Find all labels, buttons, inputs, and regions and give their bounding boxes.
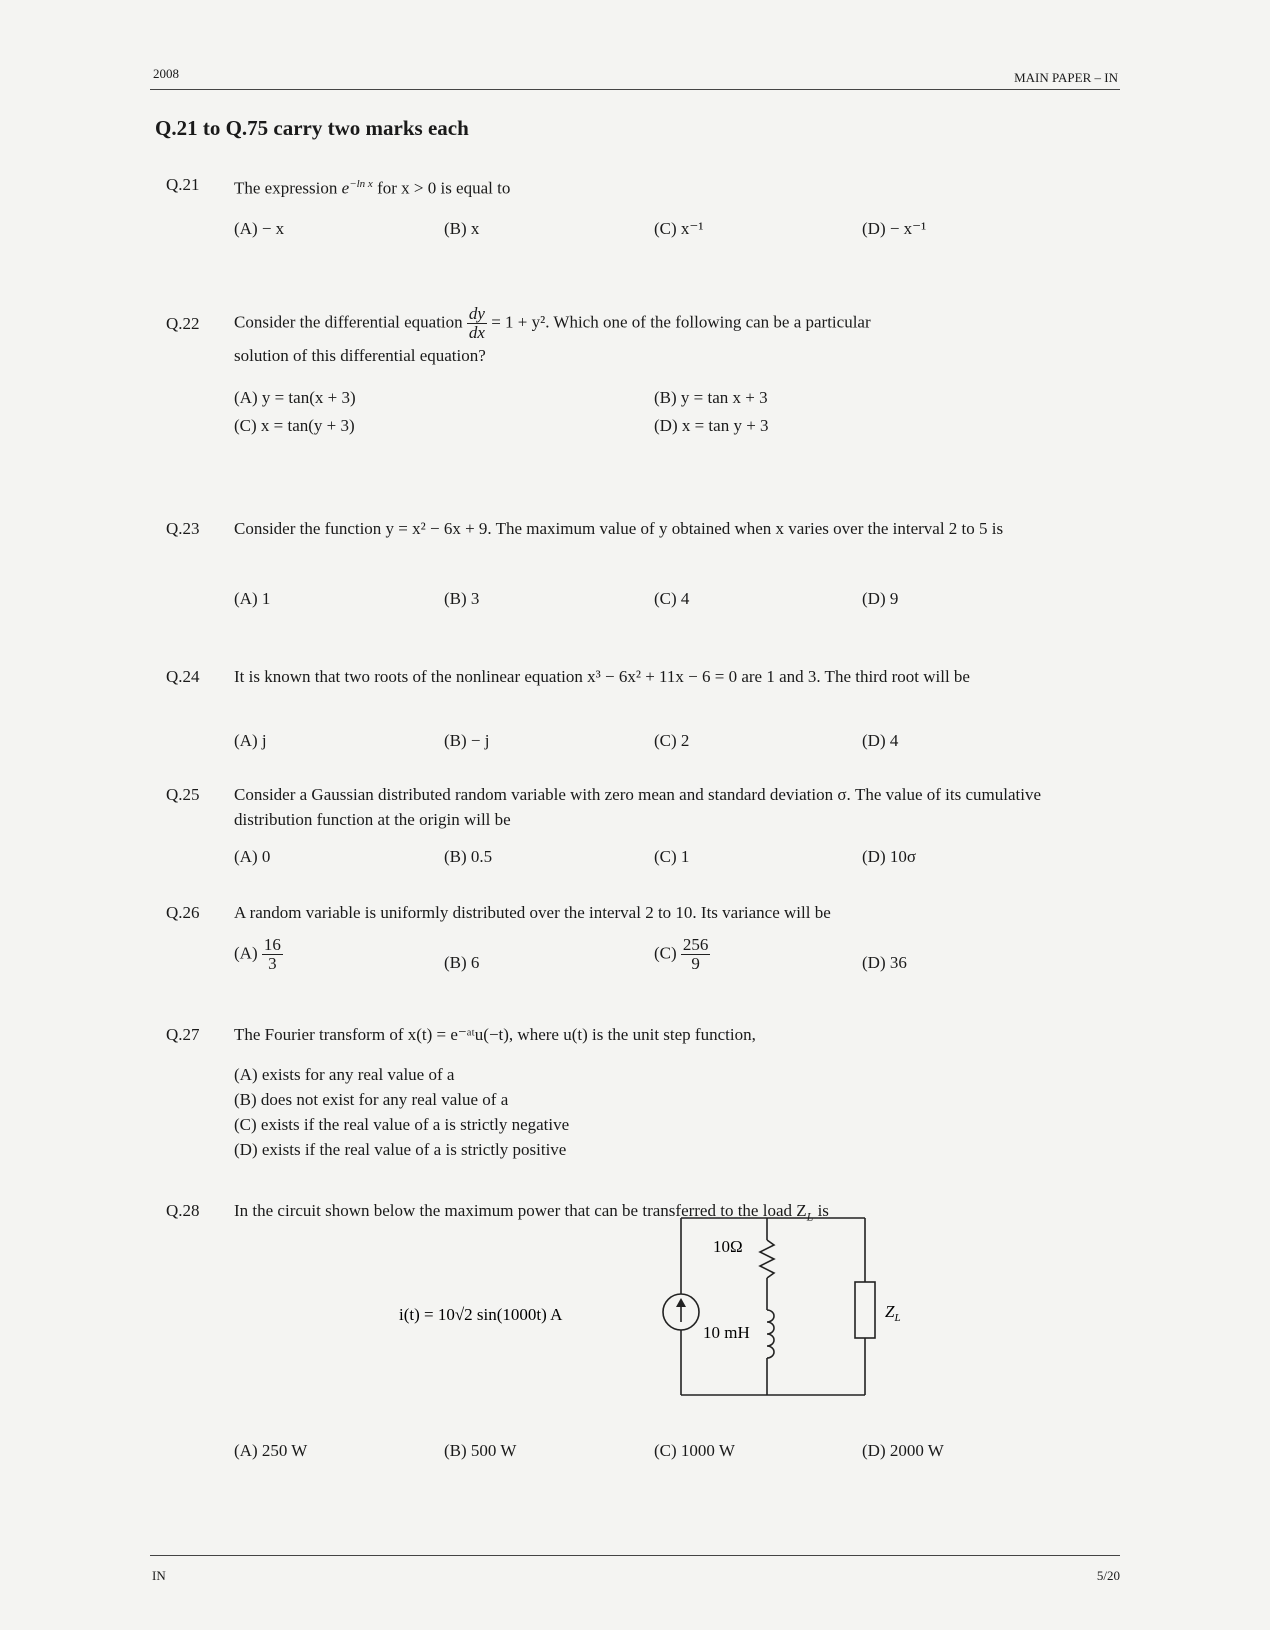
option-d: (D) − x⁻¹ bbox=[862, 219, 927, 238]
option-a: (A) − x bbox=[234, 219, 285, 238]
source-label: i(t) = 10√2 sin(1000t) A bbox=[399, 1305, 563, 1324]
option-fraction bbox=[262, 936, 283, 973]
option-a: (A) 250 W bbox=[234, 1441, 308, 1460]
resistor-label: 10Ω bbox=[713, 1237, 743, 1256]
options-row bbox=[234, 1438, 1094, 1468]
question-text-part: for x > 0 is equal to bbox=[372, 178, 511, 198]
options-row bbox=[234, 216, 1094, 246]
option-a: (A) exists for any real value of a bbox=[234, 1065, 455, 1084]
header-year: 2008 bbox=[153, 66, 179, 81]
fraction-numerator: dy bbox=[468, 304, 485, 323]
option-c: (C) 1 bbox=[654, 847, 690, 866]
question-text bbox=[234, 172, 1094, 201]
option-d: (D) exists if the real value of a is strictly positive bbox=[234, 1140, 567, 1159]
question-text-continued: solution of this differential equation? bbox=[234, 346, 486, 365]
question-number: Q.23 bbox=[166, 519, 200, 538]
footer-rule bbox=[150, 1555, 1120, 1556]
circuit-diagram bbox=[395, 1190, 915, 1420]
option-fraction bbox=[681, 936, 711, 973]
option-a: (A) y = tan(x + 3) bbox=[234, 388, 356, 407]
question-number: Q.28 bbox=[166, 1201, 200, 1220]
inductor-label: 10 mH bbox=[703, 1323, 750, 1342]
option-c bbox=[654, 936, 710, 973]
option-b: (B) x bbox=[444, 219, 480, 238]
option-c: (C) exists if the real value of a is strictly negative bbox=[234, 1115, 570, 1134]
option-b: (B) y = tan x + 3 bbox=[654, 388, 768, 407]
math-subscript: L bbox=[806, 1209, 814, 1224]
option-d: (D) x = tan y + 3 bbox=[654, 416, 769, 435]
question-text-part: = 1 + y². Which one of the following can be a particular bbox=[491, 312, 871, 332]
question-text-part: is bbox=[813, 1201, 829, 1220]
fraction-numerator: 256 bbox=[682, 935, 709, 954]
question-text: Consider a Gaussian distributed random variable with zero mean and standard deviation σ. The value of its cumulative distribution function at the origin will be bbox=[234, 785, 1041, 829]
question-text: It is known that two roots of the nonlinear equation x³ − 6x² + 11x − 6 = 0 are 1 and 3. The third root will be bbox=[234, 667, 970, 686]
header-paper-title: MAIN PAPER – IN bbox=[1014, 70, 1118, 85]
derivative-fraction bbox=[467, 305, 487, 342]
option-b: (B) 3 bbox=[444, 589, 480, 608]
question-text: Consider the function y = x² − 6x + 9. The maximum value of y obtained when x varies over the interval 2 to 5 is bbox=[234, 519, 1004, 538]
page-number: 5/20 bbox=[1096, 1568, 1120, 1583]
option-d: (D) 10σ bbox=[862, 847, 917, 866]
option-a: (A) 0 bbox=[234, 847, 271, 866]
option-c: (C) 2 bbox=[654, 731, 690, 750]
option-b: (B) − j bbox=[444, 731, 490, 750]
option-label: (C) bbox=[654, 943, 677, 963]
option-c: (C) 4 bbox=[654, 589, 690, 608]
option-b: (B) 6 bbox=[444, 953, 480, 972]
question-number: Q.26 bbox=[166, 903, 200, 922]
options-row bbox=[234, 844, 1094, 874]
header-rule bbox=[150, 89, 1120, 90]
option-c: (C) x⁻¹ bbox=[654, 219, 704, 238]
section-title: Q.21 to Q.75 carry two marks each bbox=[155, 116, 469, 140]
options-row bbox=[234, 728, 1094, 758]
question-text-part: In the circuit shown below the maximum power that can be transferred to the load Z bbox=[234, 1201, 807, 1220]
footer-subject-code: IN bbox=[152, 1568, 166, 1583]
option-a: (A) j bbox=[234, 731, 267, 750]
question-number: Q.22 bbox=[166, 314, 200, 333]
resistor-symbol bbox=[760, 1240, 774, 1278]
options-row bbox=[234, 413, 1094, 443]
load-impedance-box bbox=[855, 1282, 875, 1338]
option-b: (B) 500 W bbox=[444, 1441, 517, 1460]
question-text bbox=[234, 305, 1094, 342]
math-base: e bbox=[341, 178, 350, 198]
question-number: Q.27 bbox=[166, 1025, 200, 1044]
options-list bbox=[234, 1062, 569, 1162]
option-c: (C) 1000 W bbox=[654, 1441, 735, 1460]
option-d: (D) 2000 W bbox=[862, 1441, 944, 1460]
question-number: Q.24 bbox=[166, 667, 200, 686]
question-number: Q.21 bbox=[166, 175, 200, 194]
option-b: (B) 0.5 bbox=[444, 847, 493, 866]
option-d: (D) 4 bbox=[862, 731, 899, 750]
question-text-part: The expression bbox=[234, 178, 342, 198]
option-a bbox=[234, 936, 283, 973]
load-label bbox=[885, 1302, 901, 1324]
fraction-denominator: 9 bbox=[691, 954, 700, 973]
options-row bbox=[234, 385, 1094, 415]
load-label-main: Z bbox=[885, 1302, 895, 1321]
fraction-numerator: 16 bbox=[263, 935, 281, 954]
load-label-subscript: L bbox=[894, 1312, 901, 1324]
options-row bbox=[234, 586, 1094, 616]
option-d: (D) 36 bbox=[862, 953, 907, 972]
fraction-denominator: 3 bbox=[268, 954, 277, 973]
question-number: Q.25 bbox=[166, 785, 200, 804]
option-a: (A) 1 bbox=[234, 589, 271, 608]
option-c: (C) x = tan(y + 3) bbox=[234, 416, 355, 435]
options-row bbox=[234, 936, 1094, 982]
fraction-denominator: dx bbox=[468, 323, 485, 342]
option-d: (D) 9 bbox=[862, 589, 899, 608]
math-exponent: −ln x bbox=[349, 178, 373, 190]
inductor-symbol bbox=[767, 1310, 774, 1358]
option-b: (B) does not exist for any real value of a bbox=[234, 1090, 509, 1109]
question-text-part: Consider the differential equation bbox=[234, 312, 467, 332]
question-text: The Fourier transform of x(t) = e⁻ᵃᵗu(−t), where u(t) is the unit step function, bbox=[234, 1025, 756, 1044]
question-text: A random variable is uniformly distributed over the interval 2 to 10. Its variance will be bbox=[234, 903, 831, 922]
option-label: (A) bbox=[234, 943, 258, 963]
